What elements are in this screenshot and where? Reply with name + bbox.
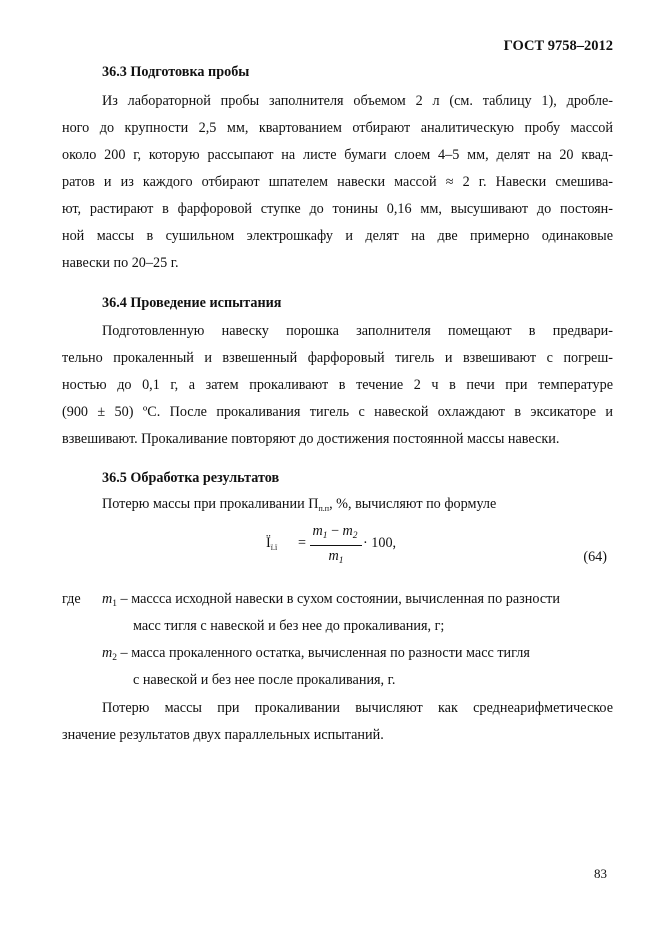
paragraph-line: (900 ± 50) ºС. После прокаливания тигель с навеской охлаждают в эксикаторе и	[62, 404, 613, 420]
paragraph-line: тельно прокаленный и взвешенный фарфоровый тигель и взвешивают с погреш-	[62, 350, 613, 366]
formula-intro	[102, 496, 496, 513]
formula-equals: =	[298, 535, 307, 551]
num-sub1: 1	[322, 531, 328, 541]
den-sub1: 1	[338, 556, 344, 566]
formula-tail: · 100,	[363, 535, 397, 551]
paragraph-line: Потерю массы при прокаливании вычисляют как среднеарифметическое	[102, 700, 613, 716]
paragraph-line: ного до крупности 2,5 мм, квартованием отбирают аналитическую пробу массой	[62, 120, 613, 136]
formula-lhs-symbol: Ï	[266, 535, 271, 551]
paragraph-line: ной массы в сушильном электрошкафу и делят на две примерно одинаковые	[62, 228, 613, 244]
definition-m1	[102, 591, 560, 609]
paragraph-line: значение результатов двух параллельных испытаний.	[62, 727, 384, 743]
num-m1: m	[312, 523, 323, 539]
definition-m1-cont: масс тигля с навеской и без нее до прокаливания, г;	[133, 618, 445, 634]
def2-text: – масса прокаленного остатка, вычисленная по разности масс тигля	[117, 645, 530, 661]
def2-symbol: m	[102, 645, 113, 661]
formula-lhs-subscript: ï.ï	[270, 543, 278, 552]
num-minus: −	[327, 523, 343, 539]
section-heading-36-4: 36.4 Проведение испытания	[102, 295, 282, 311]
den-m1: m	[328, 548, 339, 564]
section-heading-36-5: 36.5 Обработка результатов	[102, 470, 280, 486]
document-id: ГОСТ 9758–2012	[503, 38, 613, 54]
formula-numerator	[310, 523, 360, 541]
def2-subscript: 2	[112, 653, 117, 663]
section-heading-36-3: 36.3 Подготовка пробы	[102, 64, 250, 80]
paragraph-line: Из лабораторной пробы заполнителя объемом 2 л (см. таблицу 1), дробле-	[102, 93, 613, 109]
page-number: 83	[594, 866, 607, 881]
paragraph-line: взвешивают. Прокаливание повторяют до достижения постоянной массы навески.	[62, 431, 560, 447]
intro-text-end: , %, вычисляют по формуле	[329, 496, 497, 512]
formula-denominator	[310, 548, 362, 566]
definition-m2-cont: с навеской и без нее после прокаливания, г.	[133, 672, 396, 688]
fraction-bar	[310, 545, 362, 546]
num-sub2: 2	[352, 531, 358, 541]
formula-lhs	[266, 535, 277, 552]
num-m2: m	[342, 523, 353, 539]
intro-text: Потерю массы при прокаливании П	[102, 496, 319, 512]
def1-subscript: 1	[112, 599, 117, 609]
def1-text: – массса исходной навески в сухом состоянии, вычисленная по разности	[117, 591, 560, 607]
paragraph-line: Подготовленную навеску порошка заполнителя помещают в предвари-	[102, 323, 613, 339]
paragraph-line: около 200 г, которую рассыпают на листе бумаги слоем 4–5 мм, делят на 20 квад-	[62, 147, 613, 163]
formula-number: (64)	[583, 549, 607, 565]
paragraph-line: навески по 20–25 г.	[62, 255, 179, 271]
def1-symbol: m	[102, 591, 113, 607]
definition-m2	[102, 645, 530, 663]
where-label: где	[62, 591, 81, 607]
paragraph-line: ют, растирают в фарфоровой ступке до тонины 0,16 мм, высушивают до постоян-	[62, 201, 613, 217]
paragraph-line: ратов и из каждого отбирают шпателем навески массой ≈ 2 г. Навески смешива-	[62, 174, 613, 190]
paragraph-line: ностью до 0,1 г, а затем прокаливают в течение 2 ч в печи при температуре	[62, 377, 613, 393]
intro-subscript: п.п	[318, 504, 330, 513]
